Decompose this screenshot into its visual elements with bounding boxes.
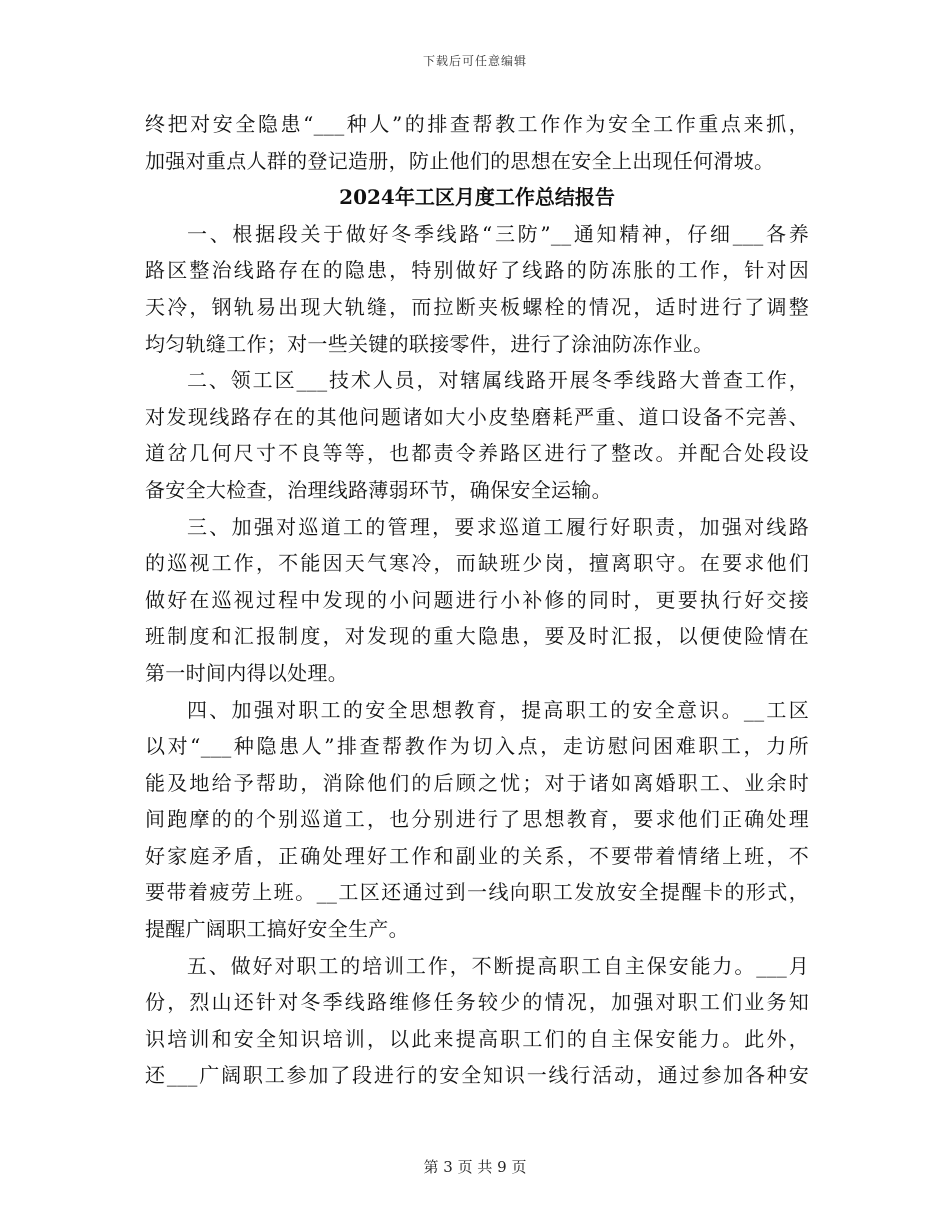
paragraph-line: 一、根据段关于做好冬季线路“三防”__通知精神，仔细___各养 — [187, 221, 809, 246]
paragraph-line: 份，烈山还针对冬季线路维修任务较少的情况，加强对职工们业务知 — [145, 990, 809, 1015]
paragraph-line: 以对“___种隐患人”排查帮教作为切入点，走访慰问困难职工，力所 — [145, 734, 809, 759]
paragraph-line: 的巡视工作，不能因天气寒冷，而缺班少岗，擅离职守。在要求他们 — [145, 551, 809, 576]
paragraph-line: 路区整治线路存在的隐患，特别做好了线路的防冻胀的工作，针对因 — [145, 258, 809, 283]
paragraph-line: 要带着疲劳上班。__工区还通过到一线向职工发放安全提醒卡的形式， — [145, 880, 809, 905]
paragraph-line: 备安全大检查，治理线路薄弱环节，确保安全运输。 — [145, 477, 612, 502]
paragraph-line: 提醒广阔职工搞好安全生产。 — [145, 917, 409, 942]
paragraph-3 — [145, 509, 809, 692]
paragraph-5 — [145, 948, 809, 1094]
paragraph-line: 五、做好对职工的培训工作，不断提高职工自主保安能力。___月 — [187, 953, 809, 978]
paragraph-line: 四、加强对职工的安全思想教育，提高职工的安全意识。__工区 — [187, 697, 809, 722]
document-title: 2024年工区月度工作总结报告 — [339, 185, 615, 210]
paragraph-line: 对发现线路存在的其他问题诸如大小皮垫磨耗严重、道口设备不完善、 — [145, 404, 809, 429]
paragraph-line: 做好在巡视过程中发现的小问题进行小补修的同时，更要执行好交接 — [145, 587, 809, 612]
paragraph-line: 二、领工区___技术人员，对辖属线路开展冬季线路大普查工作， — [187, 368, 809, 393]
paragraph-line: 好家庭矛盾，正确处理好工作和副业的关系，不要带着情绪上班，不 — [145, 843, 809, 868]
intro-line: 加强对重点人群的登记造册，防止他们的思想在安全上出现任何滑坡。 — [145, 148, 775, 173]
paragraph-line: 均匀轨缝工作；对一些关键的联接零件，进行了涂油防冻作业。 — [145, 331, 714, 356]
paragraph-line: 班制度和汇报制度，对发现的重大隐患，要及时汇报，以便使险情在 — [145, 624, 809, 649]
paragraph-4 — [145, 692, 809, 948]
paragraph-line: 还___广阔职工参加了段进行的安全知识一线行活动，通过参加各种安 — [145, 1063, 809, 1088]
page-number-footer: 第 3 页 共 9 页 — [423, 1158, 527, 1176]
paragraph-line: 三、加强对巡道工的管理，要求巡道工履行好职责，加强对线路 — [187, 514, 809, 539]
paragraph-1 — [145, 216, 809, 362]
paragraph-line: 识培训和安全知识培训，以此来提高职工们的自主保安能力。此外， — [145, 1026, 809, 1051]
document-body — [145, 106, 809, 1094]
paragraph-line: 间跑摩的的个别巡道工，也分别进行了思想教育，要求他们正确处理 — [145, 807, 809, 832]
page-header: 下载后可任意编辑 — [422, 54, 527, 68]
paragraph-line: 天冷，钢轨易出现大轨缝，而拉断夹板螺栓的情况，适时进行了调整 — [145, 294, 809, 319]
paragraph-line: 能及地给予帮助，消除他们的后顾之忧；对于诸如离婚职工、业余时 — [145, 770, 809, 795]
paragraph-line: 道岔几何尺寸不良等等，也都责令养路区进行了整改。并配合处段设 — [145, 441, 809, 466]
paragraph-line: 第一时间内得以处理。 — [145, 660, 348, 685]
intro-line: 终把对安全隐患“___种人”的排查帮教工作作为安全工作重点来抓， — [145, 112, 809, 136]
paragraph-2 — [145, 362, 809, 508]
